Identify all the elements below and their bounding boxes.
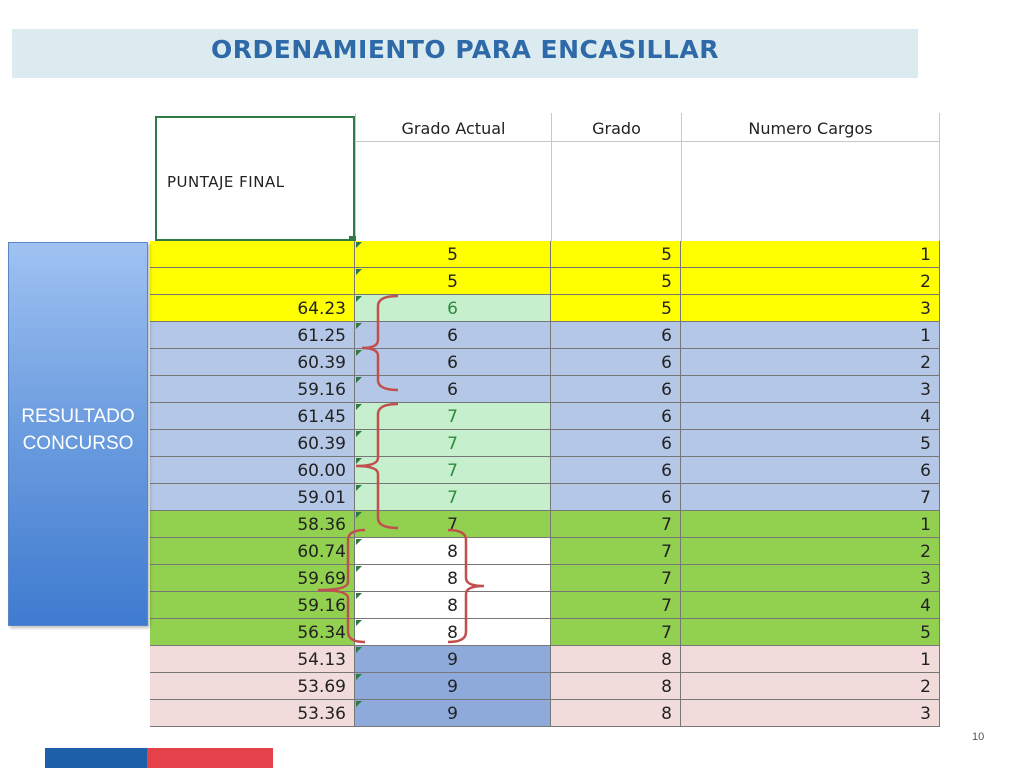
grado-actual-value: 6 xyxy=(447,326,458,346)
grado-cell[interactable]: 7 xyxy=(551,565,681,592)
grado-actual-value: 8 xyxy=(447,542,458,562)
puntaje-cell[interactable]: 58.36 xyxy=(150,511,355,538)
side-label-line2: CONCURSO xyxy=(22,433,134,454)
grado-cell[interactable]: 5 xyxy=(551,241,681,268)
slide-title: ORDENAMIENTO PARA ENCASILLAR xyxy=(211,35,719,64)
numero-cargos-cell[interactable]: 1 xyxy=(681,646,940,673)
grado-actual-value: 6 xyxy=(447,353,458,373)
numero-cargos-cell[interactable]: 2 xyxy=(681,268,940,295)
numero-cargos-cell[interactable]: 4 xyxy=(681,403,940,430)
numero-cargos-cell[interactable]: 5 xyxy=(681,430,940,457)
header-grado-actual: Grado Actual xyxy=(355,113,551,141)
numero-cargos-cell[interactable]: 2 xyxy=(681,349,940,376)
numero-cargos-cell[interactable]: 2 xyxy=(681,538,940,565)
grado-actual-value: 7 xyxy=(447,488,458,508)
numero-cargos-cell[interactable]: 3 xyxy=(681,295,940,322)
numero-cargos-cell[interactable]: 3 xyxy=(681,700,940,727)
grado-cell[interactable]: 6 xyxy=(551,322,681,349)
puntaje-cell[interactable]: 53.36 xyxy=(150,700,355,727)
grado-cell[interactable]: 7 xyxy=(551,538,681,565)
brace-grado-8-left xyxy=(318,530,365,642)
brace-grado-7 xyxy=(356,404,398,528)
puntaje-cell[interactable]: 59.16 xyxy=(150,592,355,619)
grado-cell[interactable]: 6 xyxy=(551,484,681,511)
grado-actual-value: 5 xyxy=(447,272,458,292)
puntaje-final-label: PUNTAJE FINAL xyxy=(167,173,285,191)
grado-cell[interactable]: 6 xyxy=(551,430,681,457)
grado-actual-value: 9 xyxy=(447,704,458,724)
grado-actual-value: 8 xyxy=(447,569,458,589)
side-label-line1: RESULTADO xyxy=(21,406,135,427)
footer-bar-red xyxy=(147,748,273,768)
grado-actual-value: 6 xyxy=(447,380,458,400)
numero-cargos-cell[interactable]: 1 xyxy=(681,322,940,349)
puntaje-cell[interactable]: 59.16 xyxy=(150,376,355,403)
numero-cargos-cell[interactable]: 7 xyxy=(681,484,940,511)
grado-cell[interactable]: 7 xyxy=(551,592,681,619)
numero-cargos-cell[interactable]: 1 xyxy=(681,511,940,538)
grado-actual-value: 6 xyxy=(447,299,458,319)
numero-cargos-cell[interactable]: 3 xyxy=(681,376,940,403)
numero-cargos-cell[interactable]: 2 xyxy=(681,673,940,700)
numero-cargos-cell[interactable]: 5 xyxy=(681,619,940,646)
header-grado: Grado xyxy=(551,113,681,141)
grado-actual-value: 7 xyxy=(447,461,458,481)
grado-cell[interactable]: 6 xyxy=(551,457,681,484)
page-number: 10 xyxy=(972,731,985,743)
puntaje-cell[interactable]: 60.39 xyxy=(150,430,355,457)
grado-cell[interactable]: 8 xyxy=(551,673,681,700)
grado-actual-value: 7 xyxy=(447,515,458,535)
grado-actual-value: 7 xyxy=(447,407,458,427)
grado-cell[interactable]: 7 xyxy=(551,619,681,646)
numero-cargos-cell[interactable]: 4 xyxy=(681,592,940,619)
grado-cell[interactable]: 8 xyxy=(551,700,681,727)
puntaje-cell[interactable]: 59.01 xyxy=(150,484,355,511)
grado-cell[interactable]: 5 xyxy=(551,295,681,322)
grado-actual-value: 9 xyxy=(447,677,458,697)
puntaje-cell[interactable]: 53.69 xyxy=(150,673,355,700)
footer-bar-blue xyxy=(45,748,147,768)
puntaje-cell[interactable]: 60.39 xyxy=(150,349,355,376)
puntaje-cell[interactable]: 59.69 xyxy=(150,565,355,592)
numero-cargos-cell[interactable]: 3 xyxy=(681,565,940,592)
puntaje-cell[interactable]: 60.00 xyxy=(150,457,355,484)
numero-cargos-cell[interactable]: 1 xyxy=(681,241,940,268)
header-numero-cargos: Numero Cargos xyxy=(681,113,940,141)
grado-cell[interactable]: 6 xyxy=(551,376,681,403)
grado-actual-value: 7 xyxy=(447,434,458,454)
grado-cell[interactable]: 8 xyxy=(551,646,681,673)
grado-actual-value: 8 xyxy=(447,623,458,643)
puntaje-cell[interactable]: 54.13 xyxy=(150,646,355,673)
puntaje-cell[interactable]: 61.25 xyxy=(150,322,355,349)
grado-actual-value: 5 xyxy=(447,245,458,265)
grado-cell[interactable]: 5 xyxy=(551,268,681,295)
puntaje-cell[interactable]: 64.23 xyxy=(150,295,355,322)
grado-cell[interactable]: 7 xyxy=(551,511,681,538)
puntaje-cell[interactable]: 56.34 xyxy=(150,619,355,646)
numero-cargos-cell[interactable]: 6 xyxy=(681,457,940,484)
puntaje-cell[interactable]: 60.74 xyxy=(150,538,355,565)
brace-grado-6 xyxy=(362,296,398,390)
grado-actual-value: 9 xyxy=(447,650,458,670)
grado-actual-value: 8 xyxy=(447,596,458,616)
puntaje-cell[interactable]: 61.45 xyxy=(150,403,355,430)
grado-cell[interactable]: 6 xyxy=(551,349,681,376)
grado-cell[interactable]: 6 xyxy=(551,403,681,430)
brace-grado-8-right xyxy=(448,530,484,642)
